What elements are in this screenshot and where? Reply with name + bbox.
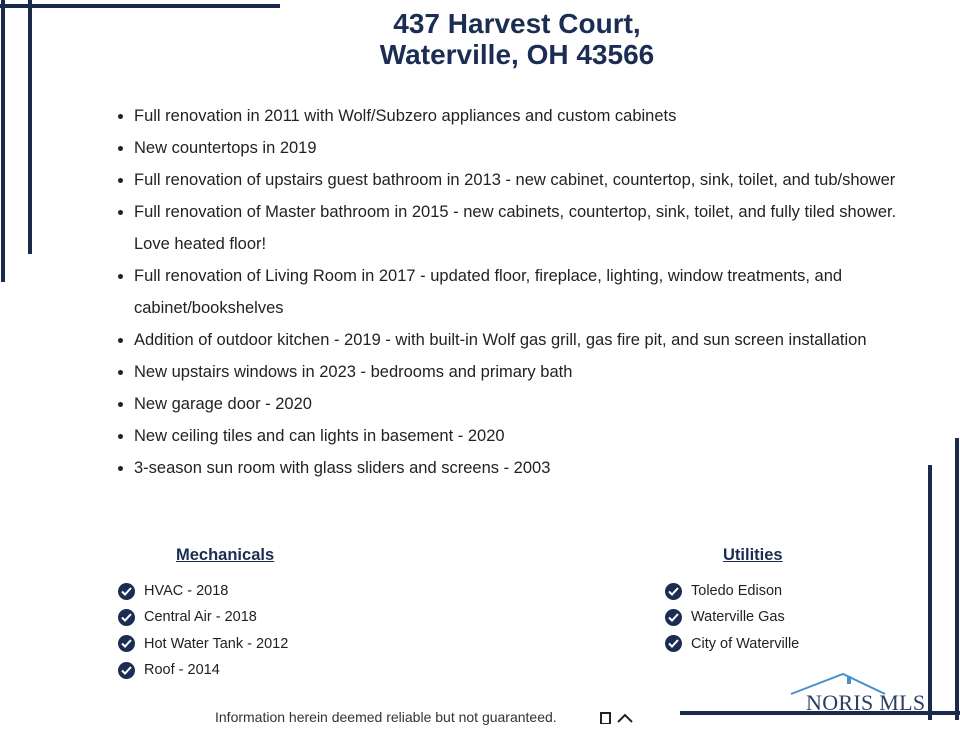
address-line-1: 437 Harvest Court, bbox=[393, 8, 641, 39]
equal-housing-icons bbox=[600, 711, 634, 729]
list-item: Full renovation in 2011 with Wolf/Subzero appliances and custom cabinets bbox=[113, 100, 913, 132]
bullet-icon bbox=[118, 434, 123, 439]
list-item: New garage door - 2020 bbox=[113, 388, 913, 420]
bullet-icon bbox=[118, 402, 123, 407]
disclaimer-text: Information herein deemed reliable but not guaranteed. bbox=[215, 709, 557, 725]
check-circle-icon bbox=[118, 609, 135, 626]
equal-housing-icon bbox=[618, 715, 632, 722]
frame-line-right-outer bbox=[955, 438, 959, 720]
check-circle-icon bbox=[665, 583, 682, 600]
bullet-icon bbox=[118, 178, 123, 183]
list-item: Full renovation of Living Room in 2017 - updated floor, fireplace, lighting, window treatments, and cabinet/bookshelves bbox=[113, 260, 913, 324]
bullet-icon bbox=[118, 274, 123, 279]
realtor-logo-icon bbox=[601, 713, 610, 724]
bullet-icon bbox=[118, 210, 123, 215]
list-item: City of Waterville bbox=[665, 631, 799, 657]
list-item: New upstairs windows in 2023 - bedrooms and primary bath bbox=[113, 356, 913, 388]
list-item: Full renovation of Master bathroom in 2015 - new cabinets, countertop, sink, toilet, and fully tiled shower. Love heated floor! bbox=[113, 196, 913, 260]
check-circle-icon bbox=[665, 609, 682, 626]
list-item: Hot Water Tank - 2012 bbox=[118, 631, 288, 657]
logo-text: NORIS MLS bbox=[806, 690, 926, 715]
list-item: Addition of outdoor kitchen - 2019 - with built-in Wolf gas grill, gas fire pit, and sun screen installation bbox=[113, 324, 913, 356]
address-line-2: Waterville, OH 43566 bbox=[379, 39, 655, 70]
list-item: Roof - 2014 bbox=[118, 657, 288, 683]
features-list bbox=[113, 100, 913, 484]
utilities-list bbox=[665, 578, 799, 657]
mechanicals-heading: Mechanicals bbox=[176, 546, 275, 564]
check-circle-icon bbox=[118, 662, 135, 679]
check-circle-icon bbox=[665, 635, 682, 652]
list-item: New ceiling tiles and can lights in basement - 2020 bbox=[113, 420, 913, 452]
bullet-icon bbox=[118, 114, 123, 119]
list-item: Central Air - 2018 bbox=[118, 604, 288, 630]
bullet-icon bbox=[118, 370, 123, 375]
bullet-icon bbox=[118, 146, 123, 151]
list-item: New countertops in 2019 bbox=[113, 132, 913, 164]
mechanicals-list bbox=[118, 578, 288, 683]
bullet-icon bbox=[118, 466, 123, 471]
list-item: HVAC - 2018 bbox=[118, 578, 288, 604]
utilities-heading: Utilities bbox=[723, 546, 783, 564]
list-item: Toledo Edison bbox=[665, 578, 799, 604]
check-circle-icon bbox=[118, 635, 135, 652]
list-item: 3-season sun room with glass sliders and screens - 2003 bbox=[113, 452, 913, 484]
list-item: Waterville Gas bbox=[665, 604, 799, 630]
noris-mls-logo bbox=[785, 668, 945, 720]
bullet-icon bbox=[118, 338, 123, 343]
page-title bbox=[0, 8, 960, 70]
list-item: Full renovation of upstairs guest bathroom in 2013 - new cabinet, countertop, sink, toilet, and tub/shower bbox=[113, 164, 913, 196]
check-circle-icon bbox=[118, 583, 135, 600]
